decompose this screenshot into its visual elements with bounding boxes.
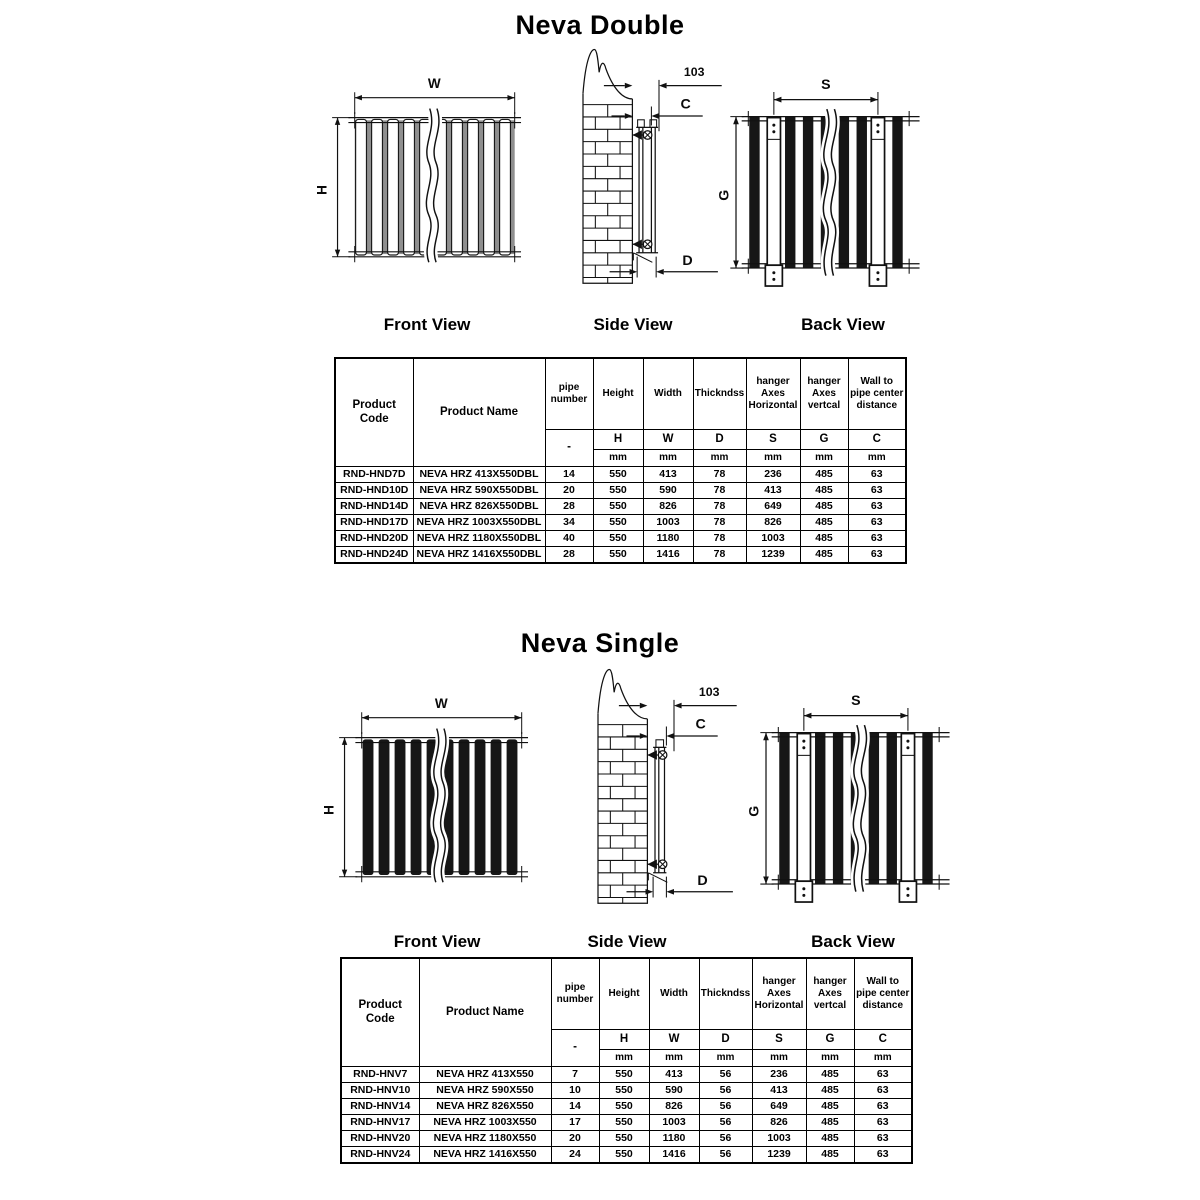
dim-w-label: W [434,695,448,711]
table-cell: 550 [593,531,643,547]
table-cell: 1416 [649,1147,699,1164]
spec-table-single [340,957,913,1164]
dim-g-label: G [716,189,733,201]
table-cell: 1239 [746,547,800,564]
table-cell: 63 [848,499,906,515]
table-cell: RND-HNV10 [341,1083,419,1099]
unit-mm: mm [643,450,693,467]
table-cell: 485 [806,1067,854,1083]
table-row [341,1131,912,1147]
back-view-caption: Back View [811,932,895,951]
table-cell: 1003 [746,531,800,547]
table-cell: 413 [746,483,800,499]
table-cell: NEVA HRZ 1180X550 [419,1131,551,1147]
table-cell: 826 [752,1115,806,1131]
table-cell: 63 [854,1083,912,1099]
table-cell: RND-HNV24 [341,1147,419,1164]
dim-c-label: C [680,96,691,113]
unit-mm: mm [599,1050,649,1067]
unit-mm: mm [806,1050,854,1067]
sym-w: W [649,1030,699,1050]
sym-pipe: - [551,1030,599,1067]
table-cell: 550 [593,515,643,531]
table-cell: 590 [643,483,693,499]
table-cell: 485 [806,1083,854,1099]
top-bracket [647,750,666,760]
table-cell: 413 [752,1083,806,1099]
table-row [341,1147,912,1164]
table-cell: NEVA HRZ 1416X550 [419,1147,551,1164]
table-cell: 550 [593,499,643,515]
sym-c: C [854,1030,912,1050]
table-cell: RND-HNV20 [341,1131,419,1147]
table-row [335,515,906,531]
section-neva-single [0,612,1200,1200]
table-cell: RND-HND17D [335,515,413,531]
table-cell: 34 [545,515,593,531]
table-cell: 1180 [643,531,693,547]
header-row [341,958,912,1030]
table-cell: RND-HND10D [335,483,413,499]
dim-h-label: H [321,805,337,815]
table-cell: 56 [699,1099,752,1115]
table-cell: 1239 [752,1147,806,1164]
table-header [341,958,912,1067]
col-product-name: Product Name [413,358,545,467]
hanger-span-dimension [774,77,878,115]
table-cell: 550 [599,1147,649,1164]
table-cell: 56 [699,1115,752,1131]
col-width: Width [649,958,699,1030]
right-hanger-bracket [869,118,886,286]
table-cell: 78 [693,499,746,515]
col-thickness: Thickndss [699,958,752,1030]
table-cell: NEVA HRZ 413X550 [419,1067,551,1083]
dim-s-label: S [821,77,831,94]
table-cell: 485 [800,483,848,499]
unit-mm: mm [649,1050,699,1067]
table-cell: 63 [848,483,906,499]
break-line [426,109,439,263]
table-cell: NEVA HRZ 590X550DBL [413,483,545,499]
col-hanger-horizontal: hanger Axes Horizontal [746,358,800,430]
col-pipe-number: pipe number [551,958,599,1030]
table-row [341,1099,912,1115]
unit-mm: mm [746,450,800,467]
table-cell: NEVA HRZ 1003X550 [419,1115,551,1131]
table-cell: 40 [545,531,593,547]
front-view-caption: Front View [383,315,471,334]
dim-h-label: H [314,185,330,195]
table-row [335,531,906,547]
table-cell: 63 [854,1099,912,1115]
table-cell: 63 [854,1131,912,1147]
table-cell: 1003 [643,515,693,531]
table-cell: 1180 [649,1131,699,1147]
table-cell: NEVA HRZ 826X550DBL [413,499,545,515]
left-hanger-bracket [795,734,812,902]
col-thickness: Thickndss [693,358,746,430]
spec-table-double [334,357,907,564]
table-cell: 56 [699,1083,752,1099]
table-cell: 78 [693,483,746,499]
table-cell: 649 [746,499,800,515]
table-cell: 28 [545,547,593,564]
section-title: Neva Double [515,10,685,40]
table-cell: 413 [649,1067,699,1083]
header-row [335,358,906,430]
table-cell: 56 [699,1131,752,1147]
table-cell: 28 [545,499,593,515]
unit-mm: mm [854,1050,912,1067]
table-body [335,467,906,564]
table-cell: NEVA HRZ 590X550 [419,1083,551,1099]
front-view-drawing [312,676,547,914]
table-cell: 14 [545,467,593,483]
table-row [335,547,906,564]
table-cell: 590 [649,1083,699,1099]
col-wall-distance: Wall to pipe center distance [854,958,912,1030]
sym-s: S [752,1030,806,1050]
table-cell: 63 [848,467,906,483]
sym-d: D [699,1030,752,1050]
table-row [341,1083,912,1099]
table-cell: 550 [599,1067,649,1083]
table-cell: 649 [752,1099,806,1115]
table-cell: 485 [806,1131,854,1147]
table-cell: 826 [649,1099,699,1115]
offset-dimension [619,685,737,751]
table-cell: 24 [551,1147,599,1164]
table-cell: 550 [593,483,643,499]
top-bracket [632,130,651,140]
col-hanger-horizontal: hanger Axes Horizontal [752,958,806,1030]
col-product-name: Product Name [419,958,551,1067]
table-cell: NEVA HRZ 826X550 [419,1099,551,1115]
unit-mm: mm [693,450,746,467]
offset-dimension [604,65,722,131]
back-view-drawing [745,674,963,920]
table-cell: RND-HNV7 [341,1067,419,1083]
table-cell: RND-HND24D [335,547,413,564]
col-height: Height [599,958,649,1030]
wall-clearance-dimension [612,96,703,118]
break-line [823,109,836,276]
table-cell: 550 [599,1131,649,1147]
section-title: Neva Single [520,628,680,658]
col-product-code: Product Code [335,358,413,467]
sym-g: G [806,1030,854,1050]
break-line [433,729,446,883]
side-view-caption: Side View [587,932,667,951]
table-cell: 550 [593,547,643,564]
dim-d-label: D [697,873,708,890]
hanger-vertical-dimension [716,117,743,268]
sym-s: S [746,430,800,450]
sym-c: C [848,430,906,450]
dim-103-label: 103 [683,65,705,80]
table-cell: 485 [800,515,848,531]
table-cell: 485 [806,1099,854,1115]
table-cell: NEVA HRZ 1416X550DBL [413,547,545,564]
table-cell: 550 [599,1099,649,1115]
unit-mm: mm [800,450,848,467]
table-cell: 826 [746,515,800,531]
dim-d-label: D [682,253,693,270]
table-cell: 485 [806,1147,854,1164]
table-cell: 413 [643,467,693,483]
table-cell: RND-HND14D [335,499,413,515]
col-width: Width [643,358,693,430]
right-hanger-bracket [899,734,916,902]
col-hanger-vertical: hanger Axes vertcal [800,358,848,430]
sym-h: H [593,430,643,450]
wall-clearance-dimension [627,716,718,738]
front-view-caption: Front View [393,932,481,951]
table-cell: NEVA HRZ 1003X550DBL [413,515,545,531]
table-cell: 236 [752,1067,806,1083]
side-view-caption: Side View [593,315,673,334]
radiator-side-profile [632,120,658,262]
table-row [335,467,906,483]
table-cell: RND-HNV17 [341,1115,419,1131]
table-cell: RND-HND20D [335,531,413,547]
break-line [853,725,866,892]
dim-w-label: W [427,75,441,91]
table-cell: 550 [599,1083,649,1099]
table-cell: RND-HNV14 [341,1099,419,1115]
dim-s-label: S [851,693,861,710]
back-view-drawing [715,58,933,304]
side-view-drawing [560,660,750,926]
table-cell: 14 [551,1099,599,1115]
table-cell: 550 [599,1115,649,1131]
col-hanger-vertical: hanger Axes vertcal [806,958,854,1030]
table-cell: 1416 [643,547,693,564]
table-cell: 485 [800,467,848,483]
table-cell: RND-HND7D [335,467,413,483]
height-dimension [322,738,358,877]
hanger-vertical-dimension [746,733,773,884]
table-row [341,1067,912,1083]
radiator-side-profile [647,740,667,883]
table-cell: 63 [854,1147,912,1164]
unit-mm: mm [752,1050,806,1067]
table-cell: 1003 [752,1131,806,1147]
table-cell: 56 [699,1147,752,1164]
table-cell: 78 [693,547,746,564]
table-cell: 63 [848,515,906,531]
table-cell: 20 [545,483,593,499]
table-cell: 826 [643,499,693,515]
table-cell: 63 [854,1115,912,1131]
sym-g: G [800,430,848,450]
unit-mm: mm [699,1050,752,1067]
table-cell: 550 [593,467,643,483]
table-cell: 236 [746,467,800,483]
table-cell: 485 [806,1115,854,1131]
table-cell: 78 [693,467,746,483]
sym-h: H [599,1030,649,1050]
table-cell: 63 [854,1067,912,1083]
sym-pipe: - [545,430,593,467]
left-hanger-bracket [765,118,782,286]
sym-d: D [693,430,746,450]
table-cell: 78 [693,531,746,547]
table-cell: 20 [551,1131,599,1147]
hanger-span-dimension [804,693,908,731]
col-height: Height [593,358,643,430]
table-cell: 63 [848,547,906,564]
table-cell: 485 [800,531,848,547]
table-cell: 78 [693,515,746,531]
col-wall-distance: Wall to pipe center distance [848,358,906,430]
table-cell: 56 [699,1067,752,1083]
table-cell: 1003 [649,1115,699,1131]
dim-c-label: C [695,716,706,733]
table-body [341,1067,912,1164]
dim-g-label: G [746,805,763,817]
unit-mm: mm [593,450,643,467]
table-row [341,1115,912,1131]
table-header [335,358,906,467]
table-cell: NEVA HRZ 1180X550DBL [413,531,545,547]
dim-103-label: 103 [698,685,720,700]
front-view-drawing [305,56,540,294]
table-cell: 7 [551,1067,599,1083]
table-cell: 17 [551,1115,599,1131]
col-product-code: Product Code [341,958,419,1067]
height-dimension [315,118,351,257]
unit-mm: mm [848,450,906,467]
table-row [335,483,906,499]
table-cell: 63 [848,531,906,547]
table-cell: NEVA HRZ 413X550DBL [413,467,545,483]
table-cell: 10 [551,1083,599,1099]
side-view-drawing [545,40,735,306]
table-row [335,499,906,515]
sym-w: W [643,430,693,450]
col-pipe-number: pipe number [545,358,593,430]
back-view-caption: Back View [801,315,885,334]
table-cell: 485 [800,547,848,564]
table-cell: 485 [800,499,848,515]
